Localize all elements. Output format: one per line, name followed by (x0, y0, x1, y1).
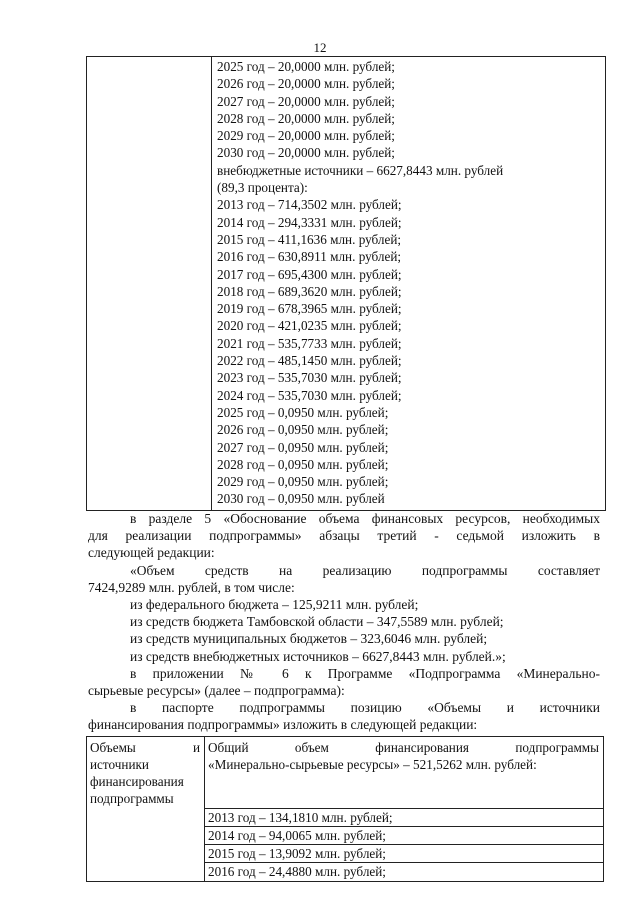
table-line: (89,3 процента): (217, 180, 308, 196)
appendix6-paragraph: сырьевые ресурсы» (далее – подпрограмма): (88, 683, 345, 699)
table-line: 2014 год – 294,3331 млн. рублей; (217, 214, 402, 230)
funding-source-item: из федерального бюджета – 125,9211 млн. рублей; (130, 597, 419, 613)
table-line: 2021 год – 535,7733 млн. рублей; (217, 335, 402, 351)
section5-amend-paragraph: для реализации подпрограммы» абзацы третий - седьмой изложить в (88, 528, 600, 544)
label-line: Объемы и (90, 740, 200, 755)
funding-source-item: из средств бюджета Тамбовской области – 347,5589 млн. рублей; (130, 614, 504, 630)
funding-label-cell (87, 737, 205, 809)
table-line: 2023 год – 535,7030 млн. рублей; (217, 370, 402, 386)
table-line: 2025 год – 20,0000 млн. рублей; (217, 59, 395, 74)
passport-paragraph: финансирования подпрограммы» изложить в следующей редакции: (88, 717, 478, 733)
continued-funding-table (86, 56, 606, 511)
table-line: 2015 год – 411,1636 млн. рублей; (217, 231, 402, 247)
funding-volume-paragraph: 7424,9289 млн. рублей, в том числе: (88, 579, 295, 595)
table-line: 2027 год – 0,0950 млн. рублей; (217, 439, 389, 455)
table-line: 2022 год – 485,1450 млн. рублей; (217, 353, 402, 369)
table-line: 2026 год – 0,0950 млн. рублей; (217, 422, 389, 438)
table-line: 2029 год – 0,0950 млн. рублей; (217, 474, 389, 490)
table-line: 2016 год – 630,8911 млн. рублей; (217, 249, 402, 265)
empty-label-cell (87, 845, 205, 863)
table-line: 2030 год – 20,0000 млн. рублей; (217, 145, 395, 161)
section5-amend-paragraph: в разделе 5 «Обоснование объема финансовых ресурсов, необходимых (130, 511, 600, 526)
year-row: 2015 год – 13,9092 млн. рублей; (205, 845, 604, 863)
table-line: 2025 год – 0,0950 млн. рублей; (217, 404, 389, 420)
table-line: 2028 год – 20,0000 млн. рублей; (217, 110, 395, 126)
label-line: финансирования (90, 774, 184, 789)
table-line: 2030 год – 0,0950 млн. рублей (217, 491, 385, 507)
page-number: 12 (313, 40, 327, 55)
table-line: 2027 год – 20,0000 млн. рублей; (217, 93, 395, 109)
table-line: 2028 год – 0,0950 млн. рублей; (217, 456, 389, 472)
section5-amend-paragraph: следующей редакции: (88, 545, 215, 561)
year-row: 2013 год – 134,1810 млн. рублей; (205, 808, 604, 826)
total-funding-line: «Минерально-сырьевые ресурсы» – 521,5262 млн. рублей: (208, 757, 537, 773)
empty-label-cell (87, 826, 205, 844)
empty-label-cell (87, 808, 205, 826)
passport-paragraph: в паспорте подпрограммы позицию «Объемы и источники (130, 700, 600, 716)
funding-value-cell (205, 737, 604, 809)
empty-label-cell (87, 863, 205, 881)
label-line: источники (90, 757, 149, 772)
table-line: 2019 год – 678,3965 млн. рублей; (217, 301, 402, 317)
table-line: 2018 год – 689,3620 млн. рублей; (217, 283, 402, 299)
year-row: 2016 год – 24,4880 млн. рублей; (205, 863, 604, 881)
table-line: 2029 год – 20,0000 млн. рублей; (217, 128, 395, 144)
year-row: 2014 год – 94,0065 млн. рублей; (205, 826, 604, 844)
funding-source-item: из средств муниципальных бюджетов – 323,6046 млн. рублей; (130, 631, 488, 647)
table-line: 2020 год – 421,0235 млн. рублей; (217, 318, 402, 334)
table-line: 2017 год – 695,4300 млн. рублей; (217, 266, 402, 282)
table-line: внебюджетные источники – 6627,8443 млн. рублей (217, 162, 504, 178)
empty-label-cell (87, 57, 212, 511)
document-body (88, 510, 600, 734)
total-funding-line: Общий объем финансирования подпрограммы (208, 740, 599, 755)
appendix6-paragraph: в приложении № 6 к Программе «Подпрограмма «Минерально- (130, 665, 600, 681)
funding-volume-paragraph: «Объем средств на реализацию подпрограммы составляет (130, 562, 600, 578)
table-line: 2026 год – 20,0000 млн. рублей; (217, 76, 395, 92)
label-line: подпрограммы (90, 791, 174, 806)
funding-values-cell (212, 57, 606, 511)
table-line: 2024 год – 535,7030 млн. рублей; (217, 387, 402, 403)
table-line: 2013 год – 714,3502 млн. рублей; (217, 197, 402, 213)
subprogram-funding-table (86, 736, 604, 882)
funding-source-item: из средств внебюджетных источников – 6627,8443 млн. рублей.»; (130, 648, 506, 664)
